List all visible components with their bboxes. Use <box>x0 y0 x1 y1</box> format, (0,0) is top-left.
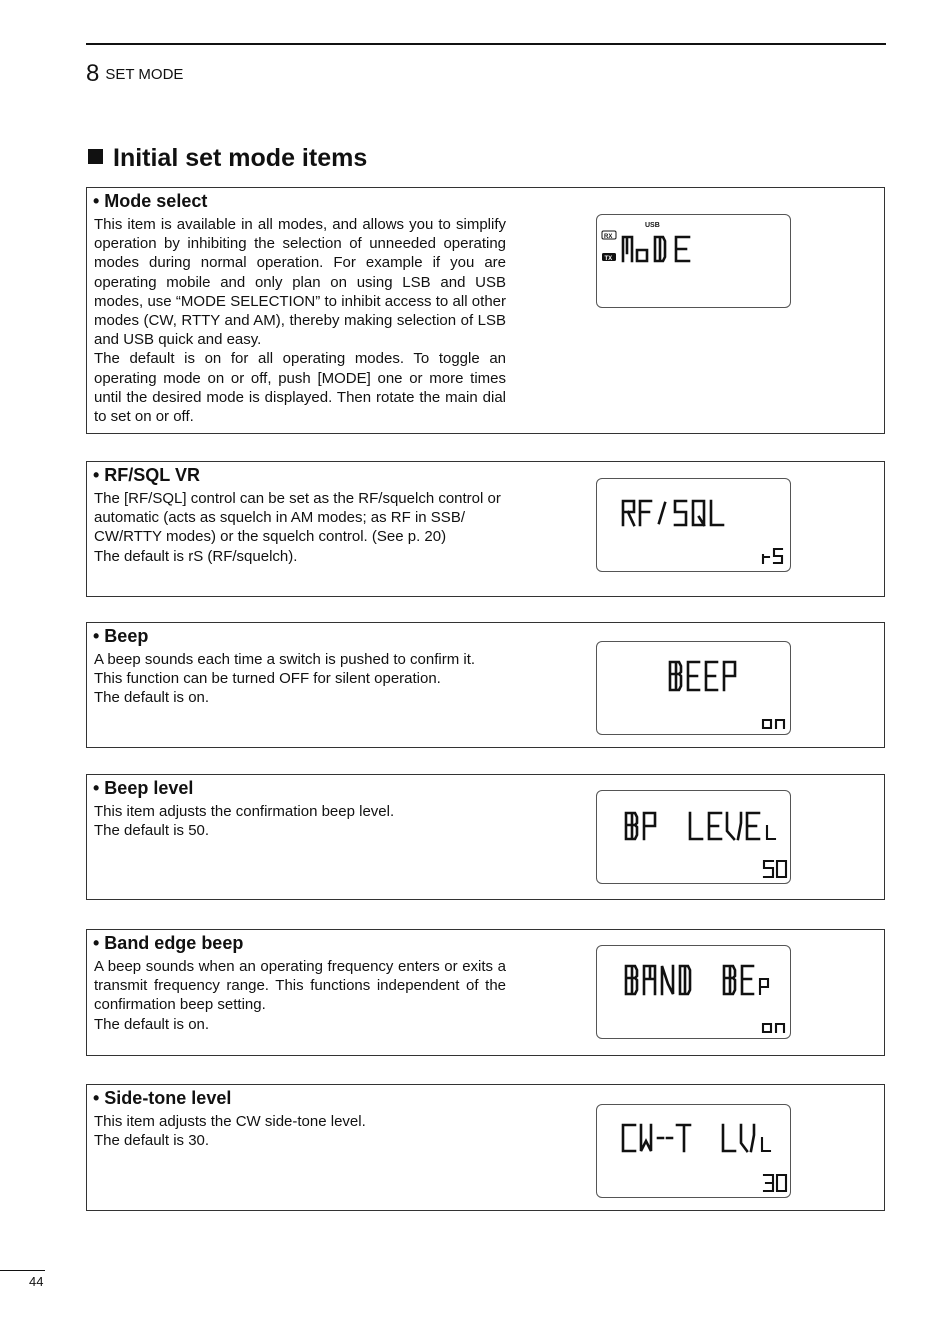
item-paragraph: The default is on. <box>94 1015 210 1033</box>
usb-indicator: USB <box>645 222 660 229</box>
rx-indicator: RX <box>604 234 613 240</box>
lcd-display <box>596 641 791 735</box>
item-description <box>94 957 506 1034</box>
page-number: 44 <box>29 1274 44 1289</box>
item-beep <box>86 622 885 748</box>
item-mode-select <box>86 187 885 434</box>
item-paragraph: A beep sounds when an operating frequency enters or exits a transmit frequency range. This functions independent of the confirmation beep setting. <box>94 958 506 1014</box>
item-paragraph: This item adjusts the confirmation beep level. <box>94 803 395 820</box>
item-description <box>94 215 506 426</box>
lcd-display <box>596 945 791 1039</box>
item-band-edge-beep <box>86 929 885 1056</box>
lcd-display <box>596 790 791 884</box>
item-paragraph: The [RF/SQL] control can be set as the RF/squelch control or automatic (acts as squelch in AM modes; as RF in SSB/ CW/RTTY modes) or the squelch control. (See p. 20) <box>94 490 501 546</box>
item-paragraph: The default is 50. <box>94 822 210 840</box>
section-title-text: Initial set mode items <box>113 144 368 172</box>
item-paragraph: The default is 30. <box>94 1132 210 1150</box>
item-rf-sql-vr <box>86 461 885 597</box>
item-description <box>94 489 506 566</box>
item-paragraph: This function can be turned OFF for silent operation. <box>94 670 441 688</box>
item-paragraph: The default is rS (RF/squelch). <box>94 547 298 565</box>
chapter-title: SET MODE <box>105 66 184 83</box>
item-paragraph: This item is available in all modes, and allows you to simplify operation by inhibiting the selection of unneeded operating modes during normal operation. For example if you are operating mobile and only plan on using LSB and USB modes, use “MODE SELECTION” to inhibit access to all other modes (CW, RTTY and AM), thereby making selection of LSB and USB quick and easy. <box>94 216 506 349</box>
item-heading: • RF/SQL VR <box>93 465 200 485</box>
lcd-segment-rf-sql <box>597 479 792 573</box>
lcd-segment-cw-t-lvl <box>597 1105 792 1199</box>
item-heading: • Beep <box>93 626 149 646</box>
item-paragraph: The default is on. <box>94 689 210 707</box>
chapter-number: 8 <box>86 60 100 87</box>
lcd-segment-band-beep <box>597 946 792 1040</box>
item-paragraph: A beep sounds each time a switch is pushed to confirm it. <box>94 651 476 668</box>
item-description <box>94 802 506 840</box>
section-title <box>88 144 367 173</box>
lcd-segment-bp-level <box>597 791 792 885</box>
item-paragraph: This item adjusts the CW side-tone level. <box>94 1113 366 1130</box>
item-description <box>94 1112 506 1150</box>
lcd-segment-beep <box>597 642 792 736</box>
lcd-display <box>596 1104 791 1198</box>
top-rule <box>86 43 886 45</box>
item-side-tone-level <box>86 1084 885 1211</box>
lcd-segment-mode <box>597 215 792 309</box>
item-paragraph: The default is on for all operating modes. To toggle an operating mode on or off, push [MODE] one or more times until the desired mode is displayed. Then rotate the main dial to set on or off. <box>94 350 506 426</box>
item-heading: • Mode select <box>93 191 208 211</box>
lcd-display <box>596 214 791 308</box>
item-heading: • Side-tone level <box>93 1088 232 1108</box>
chapter-header <box>86 60 183 88</box>
tx-indicator: TX <box>604 256 613 262</box>
page-number-rule <box>0 1270 45 1271</box>
square-bullet-icon <box>88 149 103 164</box>
item-heading: • Beep level <box>93 778 194 798</box>
lcd-display <box>596 478 791 572</box>
item-description <box>94 650 514 708</box>
item-beep-level <box>86 774 885 900</box>
item-heading: • Band edge beep <box>93 933 244 953</box>
